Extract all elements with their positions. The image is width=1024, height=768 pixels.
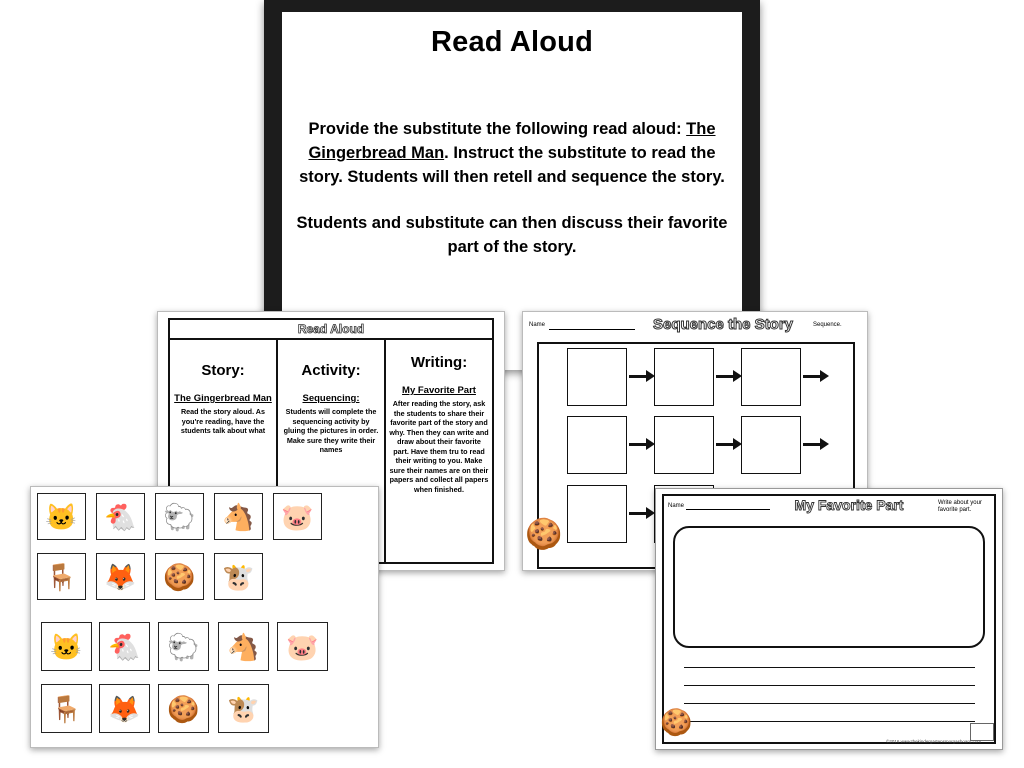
sequence-tag: Sequence.	[813, 322, 842, 328]
sequence-box	[567, 416, 627, 474]
writing-line	[684, 667, 975, 668]
story-subheading: The Gingerbread Man	[174, 393, 272, 404]
read-aloud-instructions	[294, 117, 730, 189]
activity-subheading: Sequencing:	[302, 393, 360, 404]
drawing-box	[673, 526, 985, 648]
lesson-plan-title: Read Aloud	[170, 320, 492, 340]
pig-icon: 🐷	[273, 493, 322, 540]
writing-line	[684, 703, 975, 704]
gingerbread-man-icon: 🍪	[158, 684, 209, 733]
gingerbread-man-icon: 🍪	[525, 518, 563, 551]
sheep-icon: 🐑	[155, 493, 204, 540]
book-title: The Gingerbread Man	[308, 120, 716, 162]
gingerbread-man-icon: 🍪	[155, 553, 204, 600]
pig-icon: 🐷	[277, 622, 328, 671]
favorite-name-line	[686, 509, 770, 510]
writing-line	[684, 685, 975, 686]
cat-icon: 🐱	[41, 622, 92, 671]
read-aloud-title: Read Aloud	[430, 26, 594, 58]
story-description: Read the story aloud. As you're reading, have the students talk about what	[180, 407, 266, 435]
writing-description: After reading the story, ask the students to share their favorite part of the story and why. Then they can write and draw about their favorite part. Have them tru to read their writing to you. Make sure their names are on their papers and collect all papers when finished.	[389, 399, 489, 494]
sheep-icon: 🐑	[158, 622, 209, 671]
cow-icon: 🐮	[218, 684, 269, 733]
writing-subheading: My Favorite Part	[402, 385, 476, 396]
cat-icon: 🐱	[37, 493, 86, 540]
favorite-name-label: Name	[668, 503, 685, 509]
hen-icon: 🐔	[99, 622, 150, 671]
writing-column	[386, 340, 492, 564]
gingerbread-man-icon: 🍪	[660, 707, 693, 737]
sequence-box	[654, 348, 714, 406]
chair-icon: 🪑	[37, 553, 86, 600]
publisher-logo	[970, 723, 994, 741]
cow-icon: 🐮	[214, 553, 263, 600]
copyright-footer: ©2016 www.thekindergartensmorgasboard.com	[886, 739, 982, 744]
instructions-intro: Provide the substitute the following read aloud:	[308, 120, 687, 138]
picture-cutouts-sheet	[30, 486, 379, 748]
sequence-box	[567, 485, 627, 543]
arrow-icon	[803, 443, 821, 446]
sequence-title: Sequence the Story	[652, 316, 794, 333]
fox-icon: 🦊	[99, 684, 150, 733]
read-aloud-discussion: Students and substitute can then discuss their favorite part of the story.	[296, 214, 728, 256]
chair-icon: 🪑	[41, 684, 92, 733]
arrow-icon	[629, 512, 647, 515]
favorite-title: My Favorite Part	[794, 497, 904, 513]
arrow-icon	[716, 443, 734, 446]
sequence-name-label: Name	[529, 322, 546, 328]
horse-icon: 🐴	[214, 493, 263, 540]
horse-icon: 🐴	[218, 622, 269, 671]
sequence-box	[741, 416, 801, 474]
arrow-icon	[629, 443, 647, 446]
hen-icon: 🐔	[96, 493, 145, 540]
instructions-rest: . Instruct the substitute to read the story. Students will then retell and sequence the story.	[299, 144, 725, 186]
activity-heading: Activity:	[301, 362, 361, 379]
sequence-name-line	[549, 329, 635, 330]
writing-line	[684, 721, 975, 722]
sequence-box	[654, 416, 714, 474]
story-heading: Story:	[201, 362, 245, 379]
activity-description: Students will complete the sequencing activity by gluing the pictures in order. Make sure they write their names	[283, 407, 379, 454]
arrow-icon	[803, 375, 821, 378]
arrow-icon	[716, 375, 734, 378]
fox-icon: 🦊	[96, 553, 145, 600]
sequence-box	[567, 348, 627, 406]
arrow-icon	[629, 375, 647, 378]
writing-heading: Writing:	[410, 354, 468, 371]
favorite-part-sheet	[655, 488, 1003, 750]
favorite-note: Write about your favorite part.	[938, 500, 982, 513]
sequence-box	[741, 348, 801, 406]
